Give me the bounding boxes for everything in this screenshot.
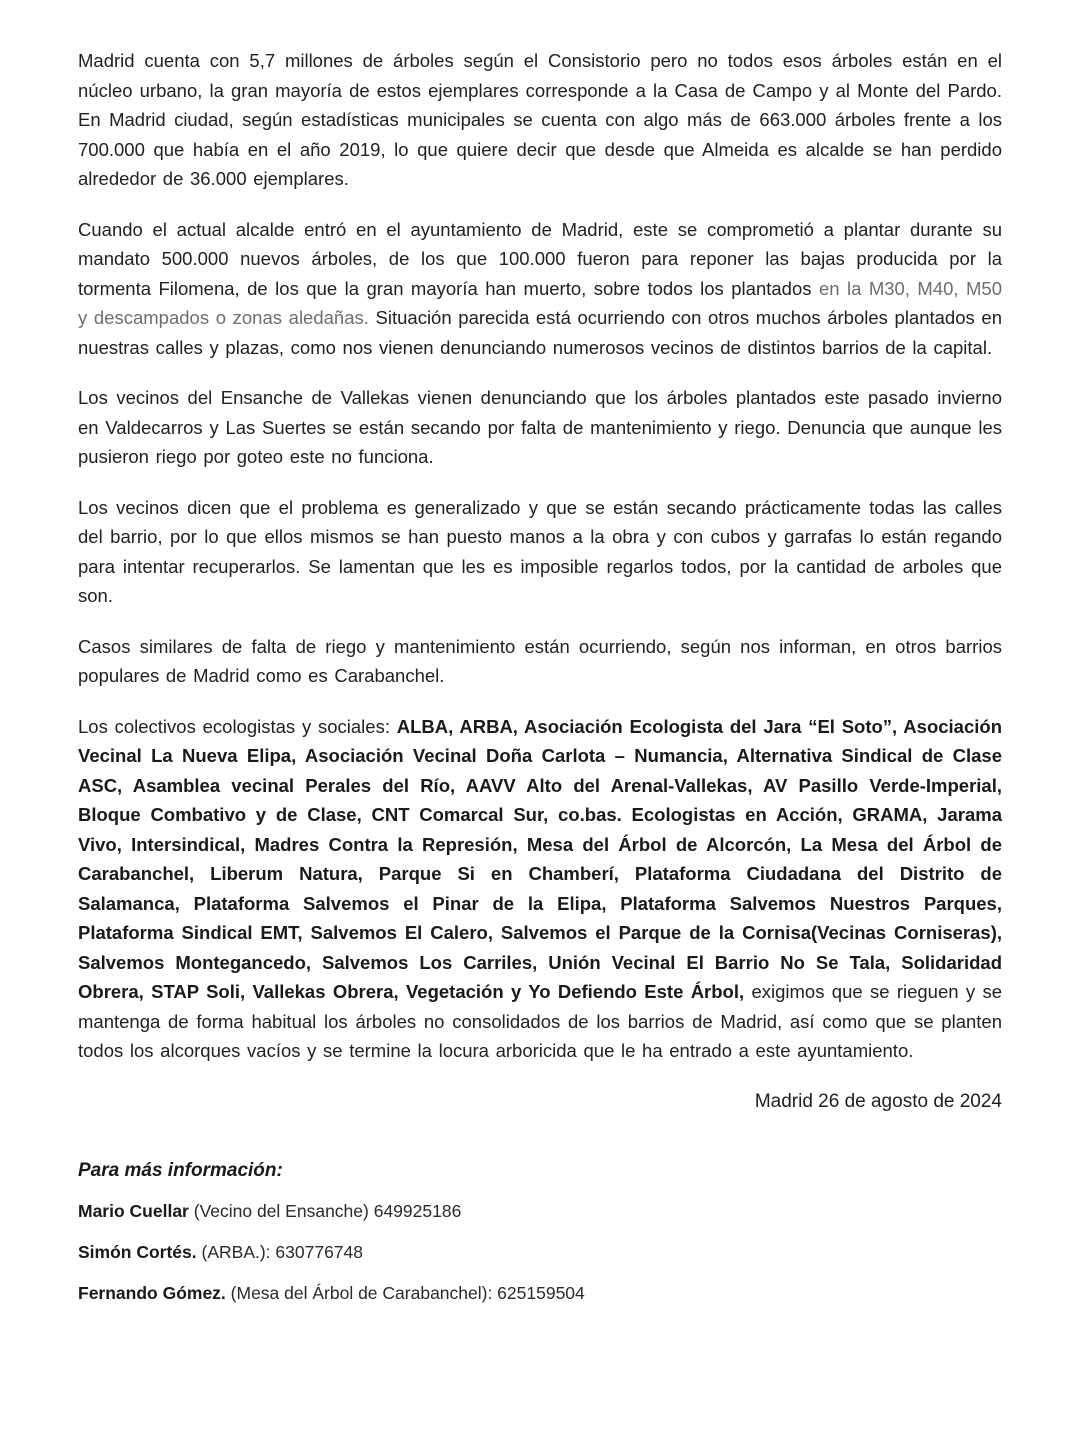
paragraph-vallekas-complaint-text: Los vecinos del Ensanche de Vallekas vienen denunciando que los árboles plantados este pasado invierno en Valdecarros y Las Suertes se están secando por falta de mantenimiento y riego. Denuncia que aunque les pusieron riego por goteo este no funciona. (78, 387, 1002, 467)
paragraph-mayor-promise (78, 215, 1002, 363)
paragraph-mayor-promise-gray-phrase: en la M30, M40, M50 y descampados o zonas aledañas. (78, 277, 1002, 328)
contact-name-fernando: Fernando Gómez. (78, 1283, 226, 1303)
contact-line-mario (78, 1199, 1002, 1223)
paragraph-tree-count-text: Madrid cuenta con 5,7 millones de árboles según el Consistorio pero no todos esos árboles están en el núcleo urbano, la gran mayoría de estos ejemplares corresponde a la Casa de Campo y al Monte del Pardo. En Madrid ciudad, según estadísticas municipales se cuenta con algo más de 663.000 árboles frente a los 700.000 que había en el año 2019, lo que quiere decir que desde que Almeida es alcalde se han perdido alrededor de 36.000 ejemplares. (78, 50, 1002, 189)
paragraph-carabanchel-cases-text: Casos similares de falta de riego y mantenimiento están ocurriendo, según nos informan, en otros barrios populares de Madrid como es Carabanchel. (78, 635, 1002, 686)
contact-heading: Para más información: (78, 1160, 283, 1181)
contact-detail-simon: (ARBA.): 630776748 (196, 1242, 363, 1262)
paragraph-vallekas-complaint (78, 383, 1002, 472)
paragraph-collectives-demand-text: exigimos que se rieguen y se mantenga de forma habitual los árboles no consolidados de los barrios de Madrid, así como que se planten todos los alcorques vacíos y se termine la locura arboricida que le ha entrado a este ayuntamiento. (78, 981, 1002, 1061)
paragraph-mayor-promise-text: Cuando el actual alcalde entró en el ayuntamiento de Madrid, este se comprometió a plantar durante su mandato 500.000 nuevos árboles, de los que 100.000 fueron para reponer las bajas producida por la tormenta Filomena, de los que la gran mayoría han muerto, sobre todos los plantados (78, 218, 1002, 299)
paragraph-collectives-demand (78, 712, 1002, 1066)
paragraph-mayor-promise-continuation: Situación parecida está ocurriendo con otros muchos árboles plantados en nuestras calles y plazas, como nos vienen denunciando numerosos vecinos de distintos barrios de la capital. (78, 307, 1002, 358)
contact-section (78, 1160, 1002, 1305)
date-line: Madrid 26 de agosto de 2024 (754, 1090, 1002, 1112)
contact-detail-mario: (Vecino del Ensanche) 649925186 (188, 1201, 462, 1221)
paragraph-tree-count (78, 46, 1002, 194)
paragraph-carabanchel-cases (78, 632, 1002, 691)
contact-name-simon: Simón Cortés. (78, 1242, 197, 1262)
organizations-list: ALBA, ARBA, Asociación Ecologista del Jara “El Soto”, Asociación Vecinal La Nueva Elipa, Asociación Vecinal Doña Carlota – Numancia, Alternativa Sindical de Clase ASC, Asamblea vecinal Perales del Río, AAVV Alto del Arenal-Vallekas, AV Pasillo Verde-Imperial, Bloque Combativo y de Clase, CNT Comarcal Sur, co.bas. Ecologistas en Acción, GRAMA, Jarama Vivo, Intersindical, Madres Contra la Represión, Mesa del Árbol de Alcorcón, La Mesa del Árbol de Carabanchel, Liberum Natura, Parque Si en Chamberí, Plataforma Ciudadana del Distrito de Salamanca, Plataforma Salvemos el Pinar de la Elipa, Plataforma Salvemos Nuestros Parques, Plataforma Sindical EMT, Salvemos El Calero, Salvemos el Parque de la Cornisa(Vecinas Corniseras), Salvemos Montegancedo, Salvemos Los Carriles, Unión Vecinal El Barrio No Se Tala, Solidaridad Obrera, STAP Soli, Vallekas Obrera, Vegetación y Yo Defiendo Este Árbol, (78, 715, 1002, 1002)
contact-detail-fernando: (Mesa del Árbol de Carabanchel): 625159504 (225, 1283, 585, 1303)
contact-line-fernando (78, 1281, 1002, 1305)
paragraph-collectives-intro: Los colectivos ecologistas y sociales: (78, 715, 397, 737)
paragraph-neighbors-watering (78, 493, 1002, 611)
contact-line-simon (78, 1240, 1002, 1264)
paragraph-neighbors-watering-text: Los vecinos dicen que el problema es generalizado y que se están secando prácticamente todas las calles del barrio, por lo que ellos mismos se han puesto manos a la obra y con cubos y garrafas lo están regando para intentar recuperarlos. Se lamentan que les es imposible regarlos todos, por la cantidad de arboles que son. (78, 496, 1002, 606)
contact-name-mario: Mario Cuellar (78, 1201, 189, 1221)
